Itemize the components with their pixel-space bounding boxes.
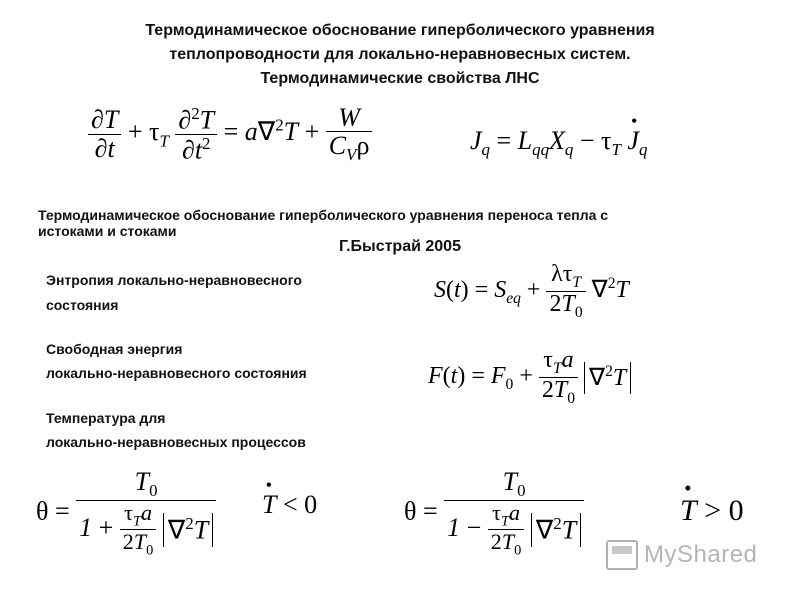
hyperbolic-heat-equation: $\frac{\partial T}{\partial t}$ + $\tau_T$ $\frac{\partial^2T}{\partial t^2}$ = a∇$^2$T + $\frac{W}{C_V\rho}$ xyxy=(88,104,372,164)
theta-formula-heating: θ = $T_0$ 1 − $\frac{\tau_Ta}{2T_0}$ ∇$^2$T xyxy=(404,468,584,559)
watermark-text: MyShared xyxy=(644,541,758,568)
condition-heating-value: > 0 xyxy=(704,494,744,527)
temperature-label-line-1: Температура для xyxy=(46,410,166,426)
theta-formula-cooling: θ = $T_0$ 1 + $\frac{\tau_Ta}{2T_0}$ ∇$^2$T xyxy=(36,468,216,559)
free-energy-label-line-2: локально-неравновесного состояния xyxy=(46,365,307,381)
entropy-label-line-2: состояния xyxy=(46,297,119,313)
condition-heating: • T > 0 xyxy=(680,494,744,528)
slide-title-line-2: теплопроводности для локально-неравновесных систем. xyxy=(169,46,631,63)
condition-cooling-value: < 0 xyxy=(282,490,318,519)
temperature-label-line-2: локально-неравновесных процессов xyxy=(46,434,306,450)
heat-flux-equation: $J_q = L_{qq}X_q - \tau_T$ • $J_q$ xyxy=(470,126,647,160)
entropy-label-line-1: Энтропия локально-неравновесного xyxy=(46,272,302,288)
myshared-watermark xyxy=(606,538,766,572)
free-energy-label-line-1: Свободная энергия xyxy=(46,341,183,357)
free-energy-formula: $F(t) = F_0$ + $\frac{\tau_Ta}{2T_0}$ ∇$^2$T xyxy=(428,348,631,407)
section-heading-line-1: Термодинамическое обоснование гиперболического уравнения переноса тепла с xyxy=(38,207,609,223)
slide-title-line-1: Термодинамическое обоснование гиперболического уравнения xyxy=(145,22,655,39)
section-heading-line-2: истоками и стоками xyxy=(38,223,177,239)
author-reference: Г.Быстрай 2005 xyxy=(339,238,461,255)
condition-cooling: • T < 0 xyxy=(262,490,317,520)
entropy-formula: $S(t) = S_{eq}$ + $\frac{\lambda\tau_T}{2T_0}$ ∇$^2$T xyxy=(434,261,629,321)
presentation-icon xyxy=(606,540,638,570)
slide-title-line-3: Термодинамические свойства ЛНС xyxy=(260,70,540,87)
